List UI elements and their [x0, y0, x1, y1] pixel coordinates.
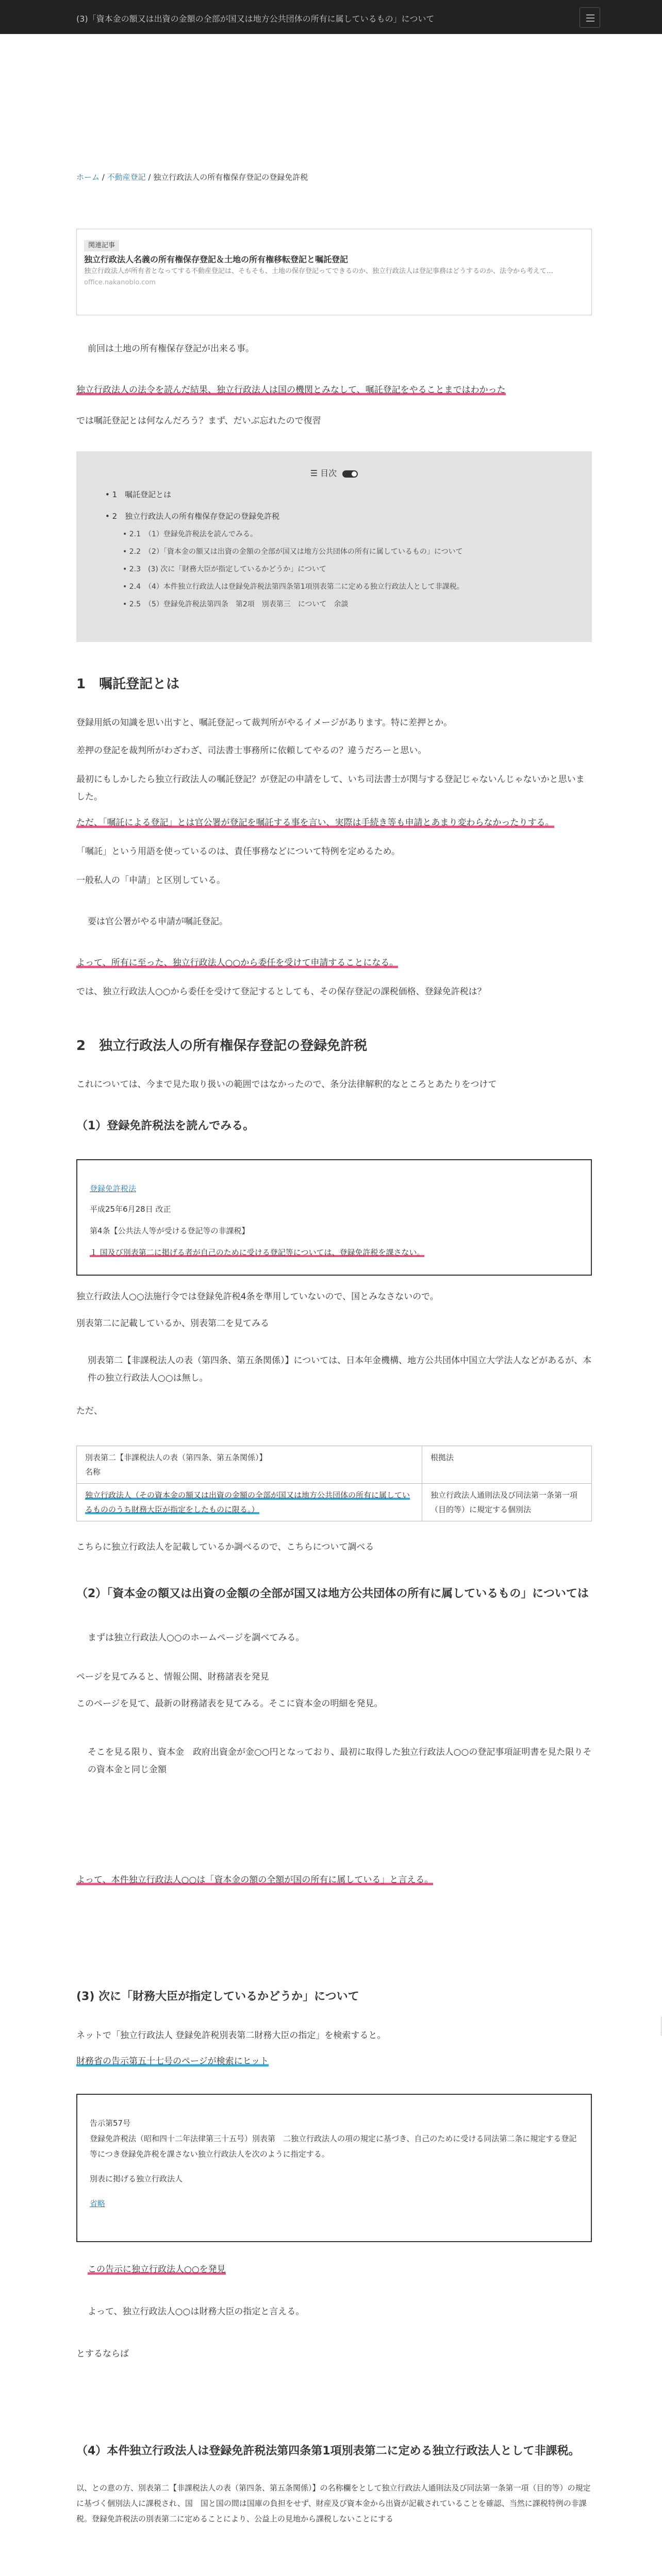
- quote-box: [76, 1159, 592, 1276]
- toc-subitem[interactable]: • 2.4 （4）本件独立行政法人は登録免許税法第四条第1項別表第二に定める独立行政法人として非課税。: [123, 583, 464, 591]
- paragraph: こちらに独立行政法人を記載しているか調べるので、こちらについて調べる: [76, 1542, 374, 1552]
- paragraph: [88, 2261, 603, 2278]
- toc-subitem[interactable]: • 2.5 （5）登録免許税法第四条 第2項 別表第三 について 余談: [123, 600, 349, 608]
- paragraph: ネットで「独立行政法人 登録免許税別表第二財務大臣の指定」を検索すると。: [76, 2030, 386, 2041]
- highlighted-text: 財務省の告示第五十七号のページが検索にヒット: [76, 2056, 269, 2066]
- toc-item-label: 2.2 （2）「資本金の額又は出資の金額の全部が国又は地方公共団体の所有に属しているもの」について: [129, 548, 463, 556]
- card-title[interactable]: 独立行政法人名義の所有権保存登記＆土地の所有権移転登記と嘱託登記: [84, 255, 349, 264]
- breadcrumb: [76, 170, 592, 185]
- omit-link[interactable]: 省略: [90, 2199, 106, 2208]
- intro-paragraph: では嘱託登記とは何なんだろう？まず、だいぶ忘れたので復習: [76, 416, 321, 426]
- paragraph: [76, 954, 592, 972]
- breadcrumb-separator: /: [145, 173, 154, 182]
- list-icon: ☰: [310, 468, 318, 478]
- highlighted-text: よって、本件独立行政法人○○は「資本金の額の全額が国の所有に属している」と言える。: [76, 1875, 434, 1885]
- card-url: office.nakanoblo.com: [84, 279, 156, 286]
- paragraph: 「嘱託」という用語を使っているのは、責任事務などについて特例を定めるため。: [76, 846, 400, 857]
- law-link[interactable]: 登録免許税法: [90, 1184, 137, 1193]
- paragraph: ページを見てみると、情報公開、財務諸表を発見: [76, 1672, 269, 1682]
- toc-item-label: 2.1 （1）登録免許税法を読んでみる。: [129, 530, 257, 538]
- card-tag: 関連記事: [84, 240, 119, 251]
- quote-title: 告示第57号: [90, 2119, 131, 2128]
- quote-article: 第4条【公共法人等が受ける登記等の非課税】: [90, 1226, 250, 1235]
- intro-highlight: 独立行政法人の法令を読んだ結果、独立行政法人は国の機関とみなして、嘱託登記をやることまではわかった: [76, 385, 506, 395]
- paragraph: では、独立行政法人○○から委任を受けて登記するとしても、その保存登記の課税価格、登録免許税は？: [76, 987, 486, 997]
- table-cell: 独立行政法人通則法及び同法第一条第一項（目的等）に規定する個別法: [422, 1484, 592, 1521]
- highlighted-text: この告示に独立行政法人○○を発見: [88, 2264, 226, 2275]
- paragraph: まずは独立行政法人○○のホームページを調べてみる。: [88, 1633, 305, 1643]
- breadcrumb-category-link[interactable]: 不動産登記: [107, 173, 146, 182]
- section-heading: 1 嘱託登記とは: [76, 676, 180, 692]
- toc-subitem[interactable]: • 2.1 （1）登録免許税法を読んでみる。: [123, 530, 257, 538]
- paragraph: とするならば: [76, 2349, 129, 2359]
- header-title[interactable]: (3)「資本金の額又は出資の金額の全部が国又は地方公共団体の所有に属しているもの」について: [76, 14, 435, 24]
- paragraph: 差押の登記を裁判所がわざわざ、司法書士事務所に依頼してやるの？違うだろーと思い。: [76, 745, 427, 756]
- subsection-heading: （4）本件独立行政法人は登録免許税法第四条第1項別表第二に定める独立行政法人として非課税。: [76, 2445, 580, 2458]
- table-row: [77, 1484, 592, 1521]
- quote-date: 平成25年6月28日 改正: [90, 1205, 171, 1214]
- table-cell-text: 独立行政法人（その資本金の額又は出資の金額の全部が国又は地方公共団体の所有に属しているもののうち財務大臣が指定をしたものに限る。）: [85, 1490, 410, 1514]
- paragraph: [76, 814, 592, 832]
- toc-subitem[interactable]: • 2.3 (3) 次に「財務大臣が指定しているかどうか」について: [123, 565, 326, 573]
- paragraph: 最初にもしかしたら独立行政法人の嘱託登記？が登記の申請をして、いち司法書士が関与する登記じゃないんじゃないかと思いました。: [76, 774, 585, 802]
- paragraph: ただ、: [76, 1406, 103, 1416]
- table-header: 別表第二【非課税法人の表（第四条、第五条関係）】 名称: [77, 1446, 422, 1484]
- intro-paragraph: [76, 381, 592, 399]
- quote-sub: 別表に掲げる独立行政法人: [90, 2174, 183, 2183]
- paragraph: 独立行政法人○○法施行令では登録免許税4条を準用していないので、国とみなさないので。: [76, 1292, 439, 1302]
- law-table: [76, 1446, 592, 1521]
- menu-icon: [586, 14, 594, 15]
- toc-header: [76, 466, 592, 481]
- toc-toggle[interactable]: [342, 470, 358, 478]
- paragraph: [76, 1871, 592, 1889]
- subsection-heading: （2）「資本金の額又は出資の金額の全部が国又は地方公共団体の所有に属しているもの」については: [76, 1587, 589, 1600]
- section-heading: 2 独立行政法人の所有権保存登記の登録免許税: [76, 1038, 368, 1054]
- related-article-card[interactable]: [76, 229, 592, 315]
- breadcrumb-home-link[interactable]: ホーム: [76, 173, 100, 182]
- paragraph: [76, 2053, 592, 2070]
- toc-item-label: 2.3 (3) 次に「財務大臣が指定しているかどうか」について: [129, 565, 326, 573]
- card-excerpt: 独立行政法人が所有者となってする不動産登記は、そもそも、土地の保存登記ってできるのか、独立行政法人は登記事務はどうするのか、法令から考えて…: [84, 267, 554, 275]
- toc-item-label: 2.4 （4）本件独立行政法人は登録免許税法第四条第1項別表第二に定める独立行政法人として非課税。: [129, 583, 464, 591]
- quote-text: [90, 1245, 578, 1260]
- toc-item[interactable]: • 2 独立行政法人の所有権保存登記の登録免許税: [105, 512, 280, 521]
- table-header: 根拠法: [422, 1446, 592, 1484]
- toc-title: 目次: [320, 468, 337, 478]
- paragraph: 一般私人の「申請」と区別している。: [76, 875, 225, 886]
- paragraph: これについては、今まで見た取り扱いの範囲ではなかったので、条分法律解釈的なところとあたりをつけて: [76, 1079, 497, 1090]
- paragraph: このページを見て、最新の財務諸表を見てみる。そこに資本金の明細を発見。: [76, 1699, 383, 1709]
- toc-item-label: 1 嘱託登記とは: [112, 490, 172, 499]
- paragraph: そこを見る限り、資本金 政府出資金が金○○円となっており、最初に取得した独立行政法人○○の登記事項証明書を見た限りその資本金と同じ金額: [88, 1747, 592, 1775]
- subsection-heading: （1）登録免許税法を読んでみる。: [76, 1120, 255, 1132]
- breadcrumb-current: 独立行政法人の所有権保存登記の登録免許税: [153, 173, 308, 182]
- table-header-row: [77, 1446, 592, 1484]
- quote-box: [76, 2094, 592, 2242]
- paragraph: 要は官公署がやる申請が嘱託登記。: [88, 917, 228, 927]
- subsection-heading: (3) 次に「財務大臣が指定しているかどうか」について: [76, 1990, 359, 2003]
- quote-text: 登録免許税法（昭和四十二年法律第三十五号）別表第 二独立行政法人の項の規定に基づき、自己のために受ける同法第二条に規定する登記等につき登録免許税を課さない独立行政法人を次のように指定する。: [90, 2134, 577, 2159]
- toc-subitem[interactable]: • 2.2 （2）「資本金の額又は出資の金額の全部が国又は地方公共団体の所有に属しているもの」について: [123, 548, 463, 556]
- paragraph: 以、との意の方、別表第二【非課税法人の表（第四条、第五条関係）】の名称欄をとして独立行政法人通則法及び同法第一条第一項（目的等）の規定に基づく個別法人に課税され、国 国と国の間は国庫の負担をせず、財産及び資本金から出資が記載されていることを確認、当然に課税特例の非課税。登録免許税法の別表第二に定めることにより、公益上の見地から課税しないことにする: [76, 2483, 591, 2523]
- menu-icon-bar: [586, 18, 594, 19]
- paragraph: よって、独立行政法人○○は財務大臣の指定と言える。: [88, 2307, 305, 2317]
- menu-button[interactable]: [580, 7, 600, 28]
- highlighted-text: ただ、「嘱託による登記」とは官公署が登記を嘱託する事を言い、実際は手続き等も申請とあまり変わらなかったりする。: [76, 818, 554, 828]
- menu-icon-bar: [586, 21, 594, 22]
- site-header-bar: [0, 0, 662, 34]
- quote-highlight: １ 国及び別表第二に掲げる者が自己のために受ける登記等については、登録免許税を課さない。: [90, 1248, 425, 1257]
- intro-paragraph: 前回は土地の所有権保存登記が出来る事。: [88, 344, 254, 354]
- toc-item-label: 2.5 （5）登録免許税法第四条 第2項 別表第三 について 余談: [129, 600, 349, 608]
- table-cell: [77, 1484, 422, 1521]
- paragraph: 別表第二【非課税法人の表（第四条、第五条関係）】については、日本年金機構、地方公共団体中国立大学法人などがあるが、本件の独立行政法人○○は無し。: [88, 1355, 592, 1383]
- toc-item-label: 2 独立行政法人の所有権保存登記の登録免許税: [112, 512, 280, 521]
- table-of-contents: [76, 451, 592, 642]
- paragraph: 登録用紙の知識を思い出すと、嘱託登記って裁判所がやるイメージがあります。特に差押とか。: [76, 718, 453, 728]
- paragraph: 別表第二に記載しているか、別表第二を見てみる: [76, 1318, 269, 1329]
- breadcrumb-separator: /: [100, 173, 107, 182]
- toc-item[interactable]: • 1 嘱託登記とは: [105, 490, 172, 499]
- highlighted-text: よって、所有に至った、独立行政法人○○から委任を受けて申請することになる。: [76, 958, 399, 968]
